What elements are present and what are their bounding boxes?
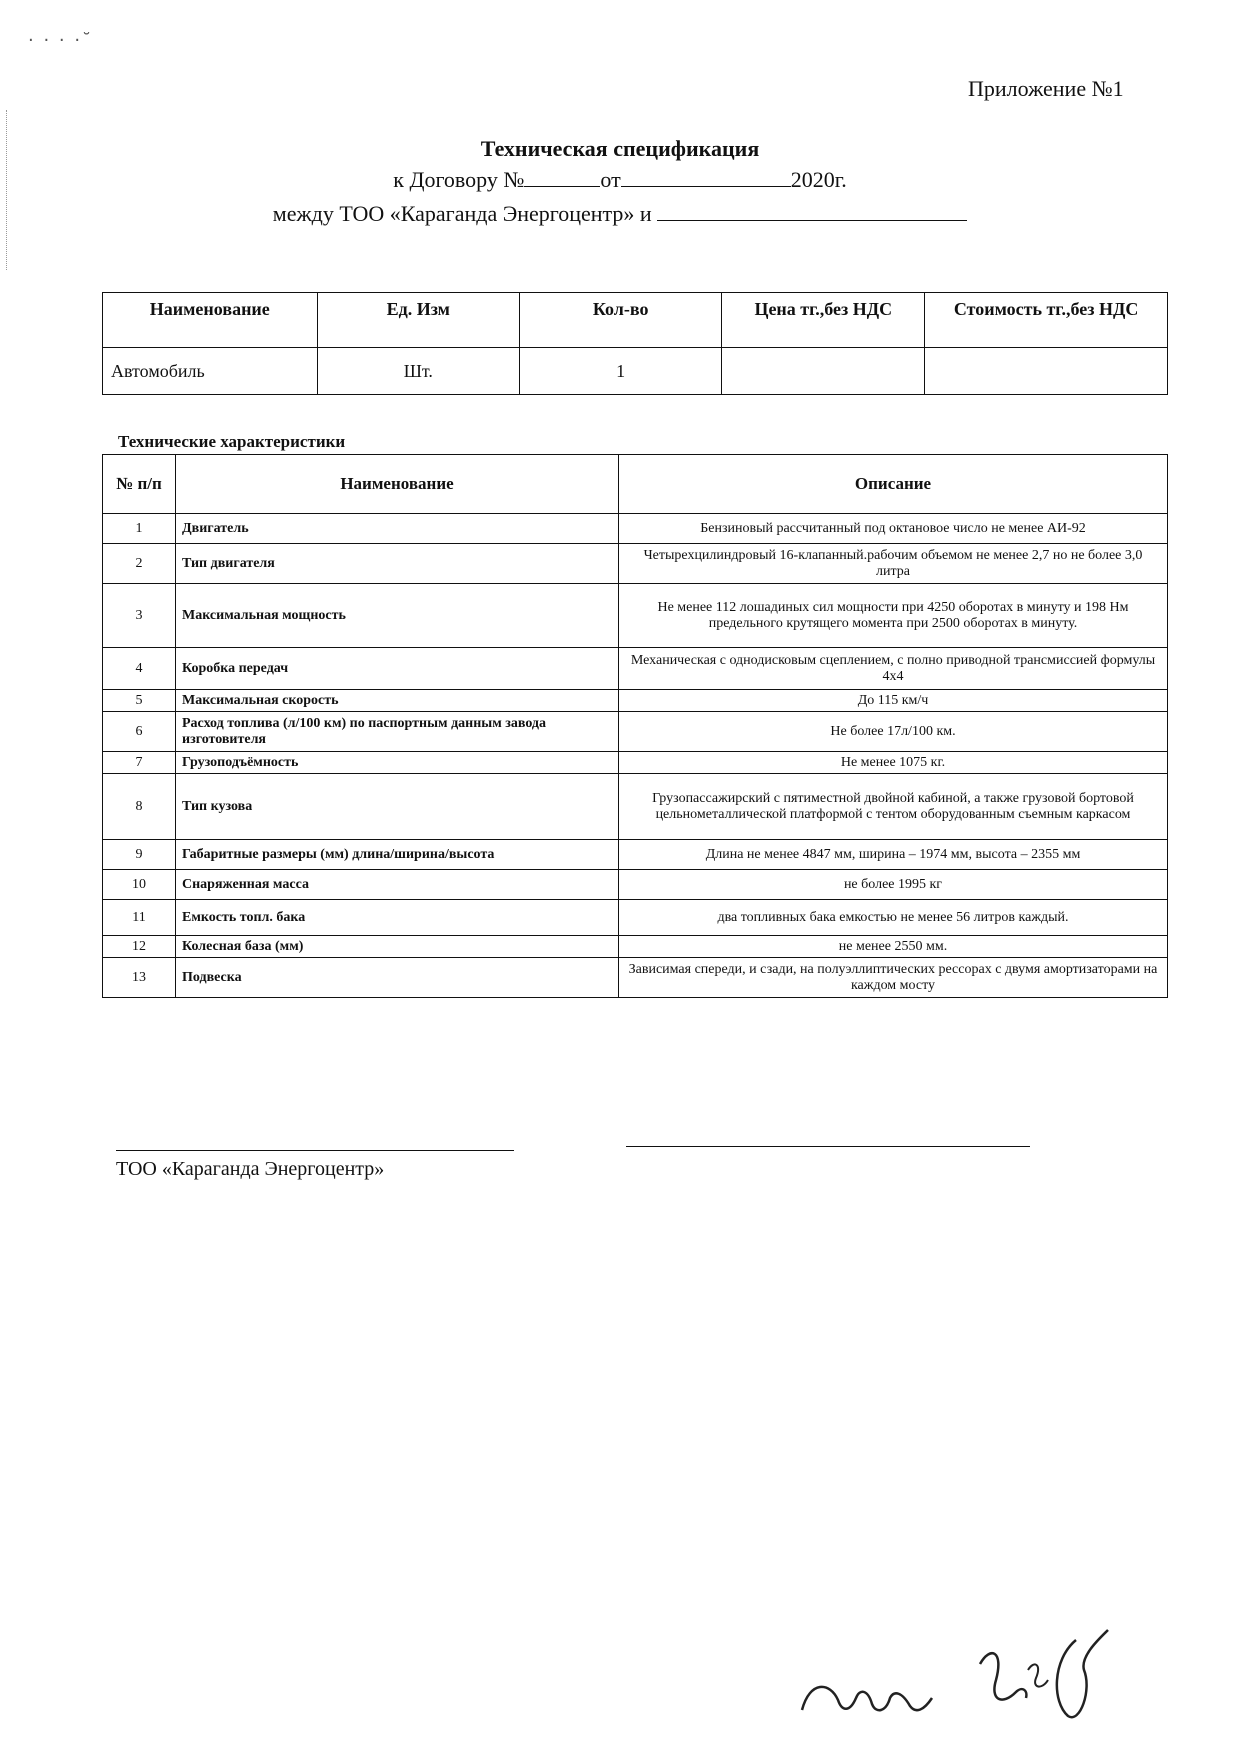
row-number: 1 (103, 514, 176, 544)
row-description: Грузопассажирский с пятиместной двойной кабиной, а также грузовой бортовой цельнометаллической платформой с тентом оборудованным съемным каркасом (619, 774, 1168, 840)
row-name: Максимальная мощность (176, 584, 619, 648)
item-cost (925, 348, 1168, 395)
row-name: Емкость топл. бака (176, 900, 619, 936)
order-table (102, 292, 1168, 395)
header-name: Наименование (176, 455, 619, 514)
table-row (103, 752, 1168, 774)
row-number: 4 (103, 648, 176, 690)
contract-from: от (600, 167, 621, 192)
row-number: 3 (103, 584, 176, 648)
row-name: Снаряженная масса (176, 870, 619, 900)
counterparty-blank (657, 200, 967, 221)
row-number: 11 (103, 900, 176, 936)
table-row (103, 514, 1168, 544)
row-description: Механическая с однодисковым сцеплением, с полно приводной трансмиссией формулы 4х4 (619, 648, 1168, 690)
row-name: Максимальная скорость (176, 690, 619, 712)
header-description: Описание (619, 455, 1168, 514)
item-price (722, 348, 925, 395)
row-description: Зависимая спереди, и сзади, на полуэллиптических рессорах с двумя амортизаторами на каждом мосту (619, 958, 1168, 998)
table-row (103, 870, 1168, 900)
table-row (103, 348, 1168, 395)
row-description: Не менее 112 лошадиных сил мощности при 4250 оборотах в минуту и 198 Нм предельного крутящего момента при 2500 оборотах в минуту. (619, 584, 1168, 648)
row-description: не более 1995 кг (619, 870, 1168, 900)
table-row (103, 648, 1168, 690)
contract-number-blank (524, 166, 600, 187)
row-number: 9 (103, 840, 176, 870)
row-number: 10 (103, 870, 176, 900)
tech-table-header (103, 455, 1168, 514)
row-description: До 115 км/ч (619, 690, 1168, 712)
table-row (103, 958, 1168, 998)
handwritten-initials (790, 1620, 1150, 1730)
row-number: 5 (103, 690, 176, 712)
signature-line-right (626, 1146, 1030, 1147)
parties-line (0, 200, 1240, 227)
header-name: Наименование (103, 293, 318, 348)
table-row (103, 900, 1168, 936)
row-description: Длина не менее 4847 мм, ширина – 1974 мм, высота – 2355 мм (619, 840, 1168, 870)
table-row (103, 690, 1168, 712)
row-number: 7 (103, 752, 176, 774)
row-description: не менее 2550 мм. (619, 936, 1168, 958)
table-row (103, 774, 1168, 840)
row-number: 12 (103, 936, 176, 958)
row-description: Не менее 1075 кг. (619, 752, 1168, 774)
table-row (103, 936, 1168, 958)
item-quantity: 1 (519, 348, 721, 395)
row-name: Колесная база (мм) (176, 936, 619, 958)
contract-year: 2020г. (790, 167, 847, 192)
signature-line-left (116, 1150, 514, 1151)
row-description: два топливных бака емкостью не менее 56 литров каждый. (619, 900, 1168, 936)
table-row (103, 544, 1168, 584)
header-unit: Ед. Изм (317, 293, 519, 348)
scan-artifact: · · · ·˘ (28, 30, 94, 51)
contract-date-blank (621, 166, 791, 187)
header-price: Цена тг.,без НДС (722, 293, 925, 348)
row-name: Расход топлива (л/100 км) по паспортным данным завода изготовителя (176, 712, 619, 752)
table-row (103, 712, 1168, 752)
row-name: Подвеска (176, 958, 619, 998)
table-row (103, 840, 1168, 870)
header-number: № п/п (103, 455, 176, 514)
row-number: 2 (103, 544, 176, 584)
row-number: 13 (103, 958, 176, 998)
appendix-label: Приложение №1 (968, 76, 1124, 101)
row-name: Двигатель (176, 514, 619, 544)
row-name: Грузоподъёмность (176, 752, 619, 774)
tech-table (102, 454, 1168, 998)
order-table-header (103, 293, 1168, 348)
row-description: Бензиновый рассчитанный под октановое число не менее АИ-92 (619, 514, 1168, 544)
table-row (103, 584, 1168, 648)
item-unit: Шт. (317, 348, 519, 395)
contract-prefix: к Договору № (393, 167, 525, 192)
signature-company: ТОО «Караганда Энергоцентр» (116, 1158, 385, 1180)
row-description: Четырехцилиндровый 16-клапанный.рабочим объемом не менее 2,7 но не более 3,0 литра (619, 544, 1168, 584)
row-name: Тип кузова (176, 774, 619, 840)
row-name: Тип двигателя (176, 544, 619, 584)
header-quantity: Кол-во (519, 293, 721, 348)
tech-caption: Технические характеристики (118, 432, 346, 451)
contract-line (0, 166, 1240, 193)
item-name: Автомобиль (103, 348, 318, 395)
row-number: 6 (103, 712, 176, 752)
row-name: Габаритные размеры (мм) длина/ширина/высота (176, 840, 619, 870)
header-cost: Стоимость тг.,без НДС (925, 293, 1168, 348)
row-description: Не более 17л/100 км. (619, 712, 1168, 752)
row-number: 8 (103, 774, 176, 840)
parties-prefix: между ТОО «Караганда Энергоцентр» и (272, 201, 652, 226)
document-title: Техническая спецификация (480, 136, 760, 161)
row-name: Коробка передач (176, 648, 619, 690)
